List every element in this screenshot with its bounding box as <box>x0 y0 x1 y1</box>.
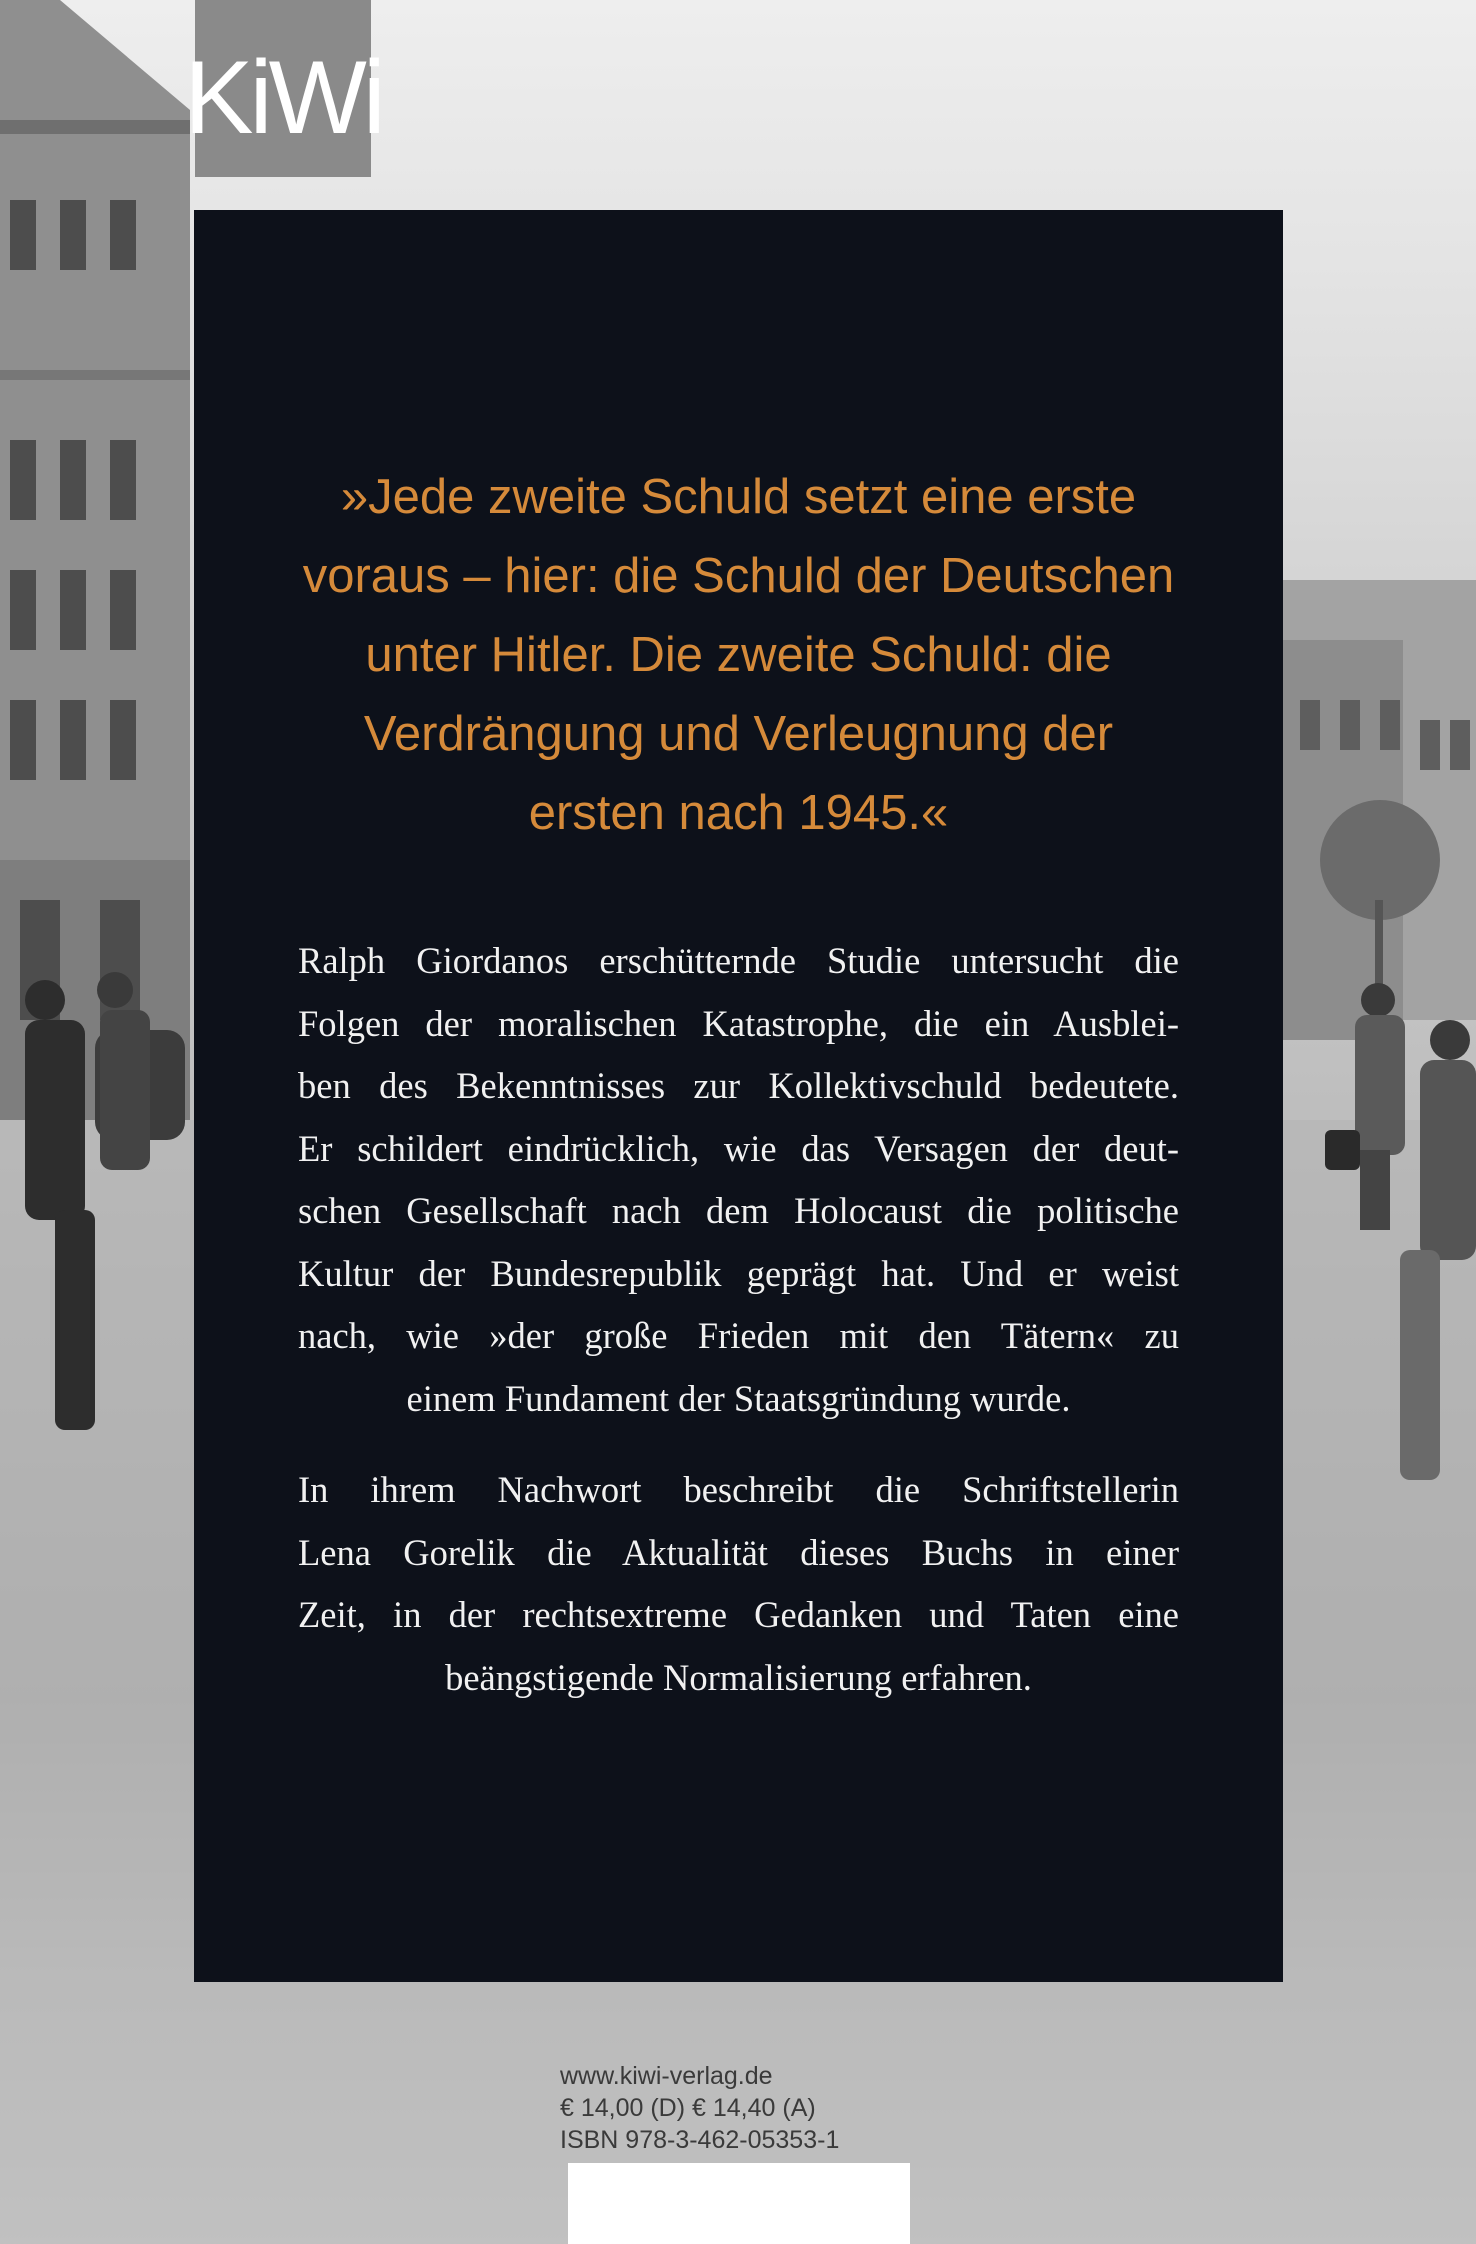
paragraph-line: Folgen der moralischen Katastrophe, die ein Ausblei- <box>298 1002 1179 1044</box>
quote-line: ersten nach 1945.« <box>528 786 949 840</box>
isbn: ISBN 978-3-462-05353-1 <box>560 2126 840 2154</box>
quote-line: unter Hitler. Die zweite Schuld: die <box>365 628 1112 682</box>
publisher-logo <box>184 0 382 177</box>
description-paragraph-1 <box>298 930 1179 1430</box>
publisher-logo-text: KiWi <box>184 39 382 156</box>
paragraph-line: einem Fundament der Staatsgründung wurde. <box>406 1377 1071 1419</box>
back-cover-text-panel <box>194 210 1283 1982</box>
paragraph-line: schen Gesellschaft nach dem Holocaust die politische <box>298 1190 1179 1231</box>
publisher-website: www.kiwi-verlag.de <box>560 2062 773 2090</box>
paragraph-line: Er schildert eindrücklich, wie das Versagen der deut- <box>298 1127 1179 1169</box>
paragraph-line: nach, wie »der große Frieden mit den Tätern« zu <box>298 1315 1179 1356</box>
paragraph-line: Kultur der Bundesrepublik geprägt hat. Und er weist <box>298 1252 1179 1294</box>
imprint-block <box>560 2060 850 2156</box>
description-paragraph-2 <box>298 1459 1179 1709</box>
price-info: € 14,00 (D) € 14,40 (A) <box>560 2094 816 2122</box>
paragraph-line: Ralph Giordanos erschütternde Studie untersucht die <box>298 940 1179 981</box>
paragraph-line: In ihrem Nachwort beschreibt die Schriftstellerin <box>298 1469 1179 1510</box>
paragraph-line: Lena Gorelik die Aktualität dieses Buchs in einer <box>298 1531 1179 1573</box>
quote-line: voraus – hier: die Schuld der Deutschen <box>302 549 1175 603</box>
quote-block <box>254 458 1223 853</box>
quote-line: »Jede zweite Schuld setzt eine erste <box>340 470 1137 524</box>
barcode-area <box>568 2163 910 2244</box>
paragraph-line: Zeit, in der rechtsextreme Gedanken und Taten eine <box>298 1594 1179 1635</box>
paragraph-line: beängstigende Normalisierung erfahren. <box>445 1656 1032 1698</box>
paragraph-line: ben des Bekenntnisses zur Kollektivschuld bedeutete. <box>298 1065 1179 1106</box>
quote-line: Verdrängung und Verleugnung der <box>363 707 1114 761</box>
